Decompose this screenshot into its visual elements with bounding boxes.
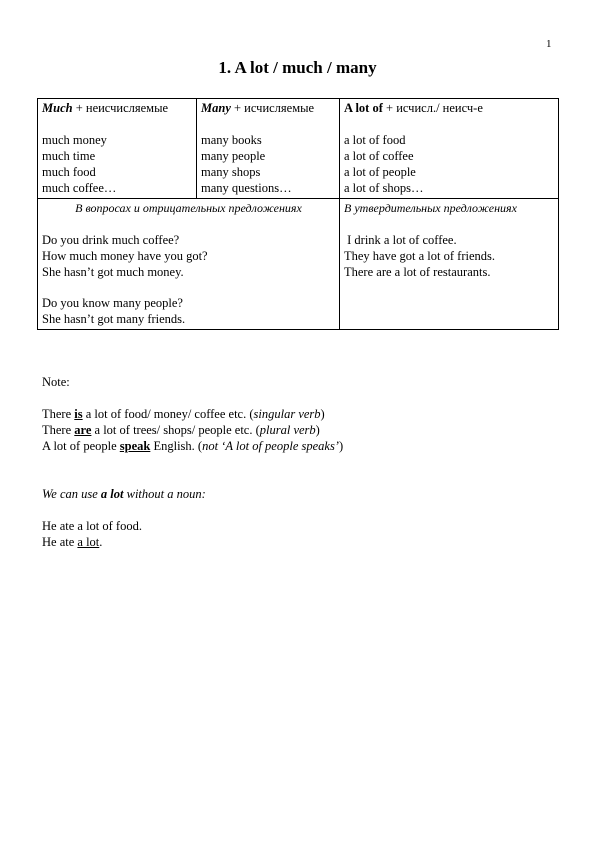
grammar-table: [37, 98, 559, 330]
list-item: a lot of food: [344, 133, 406, 147]
note-tag: singular verb: [253, 407, 321, 421]
many-keyword: Many: [201, 101, 231, 115]
list-item: There are a lot of restaurants.: [344, 265, 491, 279]
questions-negatives-cell: [38, 199, 340, 330]
example-without-noun: [42, 534, 552, 550]
list-item: a lot of shops…: [344, 181, 424, 195]
list-item: many shops: [201, 165, 261, 179]
list-item: I drink a lot of coffee.: [344, 233, 457, 247]
note-text: English. (: [150, 439, 203, 453]
verb-speak: speak: [119, 439, 151, 453]
a-lot-of-header: [344, 100, 554, 116]
a-lot-of-keyword: A lot of: [344, 101, 383, 115]
list-item: many questions…: [201, 181, 292, 195]
list-item: much money: [42, 133, 107, 147]
many-cell: [197, 99, 340, 199]
verb-is: is: [74, 407, 83, 421]
a-lot-of-cell: [340, 99, 559, 199]
list-item: a lot of coffee: [344, 149, 414, 163]
note-text: There: [42, 423, 75, 437]
list-item: much coffee…: [42, 181, 117, 195]
list-item: a lot of people: [344, 165, 416, 179]
note-line-singular: [42, 406, 552, 422]
table-row: [38, 99, 559, 199]
without-noun-heading: [42, 486, 552, 502]
many-header-rest: + исчисляемые: [230, 101, 315, 115]
verb-are: are: [74, 423, 92, 437]
page-number: 1: [546, 38, 552, 50]
note-text: There: [42, 407, 75, 421]
note-text: We can use: [42, 487, 101, 501]
notes-section: [42, 374, 552, 550]
note-text: without a noun:: [123, 487, 206, 501]
table-row: [38, 199, 559, 330]
note-tag: plural verb: [259, 423, 316, 437]
a-lot-of-header-rest: + исчисл./ неисч-е: [382, 101, 483, 115]
note-text: He ate: [42, 535, 78, 549]
note-text: ): [320, 407, 325, 421]
a-lot-underlined: a lot: [77, 535, 100, 549]
note-text: a lot of trees/ shops/ people etc. (: [91, 423, 260, 437]
note-text: a lot of food/ money/ coffee etc. (: [82, 407, 254, 421]
list-item: Do you drink much coffee?: [42, 233, 180, 247]
list-item: many people: [201, 149, 266, 163]
note-text: ): [338, 439, 344, 453]
note-text: A lot of people: [42, 439, 120, 453]
note-tag: not ‘A lot of people speaks’: [202, 439, 339, 453]
note-label: Note:: [42, 375, 70, 389]
note-line-plural: [42, 422, 552, 438]
list-item: How much money have you got?: [42, 249, 208, 263]
much-header-rest: + неисчисляемые: [72, 101, 169, 115]
much-cell: [38, 99, 197, 199]
example-with-noun: He ate a lot of food.: [42, 519, 142, 533]
list-item: She hasn’t got many friends.: [42, 312, 186, 326]
list-item: She hasn’t got much money.: [42, 265, 184, 279]
many-header: [201, 100, 335, 116]
list-item: Do you know many people?: [42, 296, 183, 310]
a-lot-keyword: a lot: [100, 487, 124, 501]
affirmative-cell: [340, 199, 559, 330]
much-keyword: Much: [42, 101, 73, 115]
page-title: 1. A lot / much / many: [218, 58, 377, 77]
note-line-people: [42, 438, 552, 454]
list-item: They have got a lot of friends.: [344, 249, 495, 263]
list-item: many books: [201, 133, 262, 147]
list-item: much time: [42, 149, 96, 163]
affirmative-heading: В утвердительных предложениях: [344, 201, 517, 215]
questions-negatives-heading: В вопросах и отрицательных предложениях: [75, 201, 302, 215]
list-item: much food: [42, 165, 96, 179]
much-header: [42, 100, 192, 116]
note-text: ): [315, 423, 320, 437]
note-text: .: [99, 535, 103, 549]
